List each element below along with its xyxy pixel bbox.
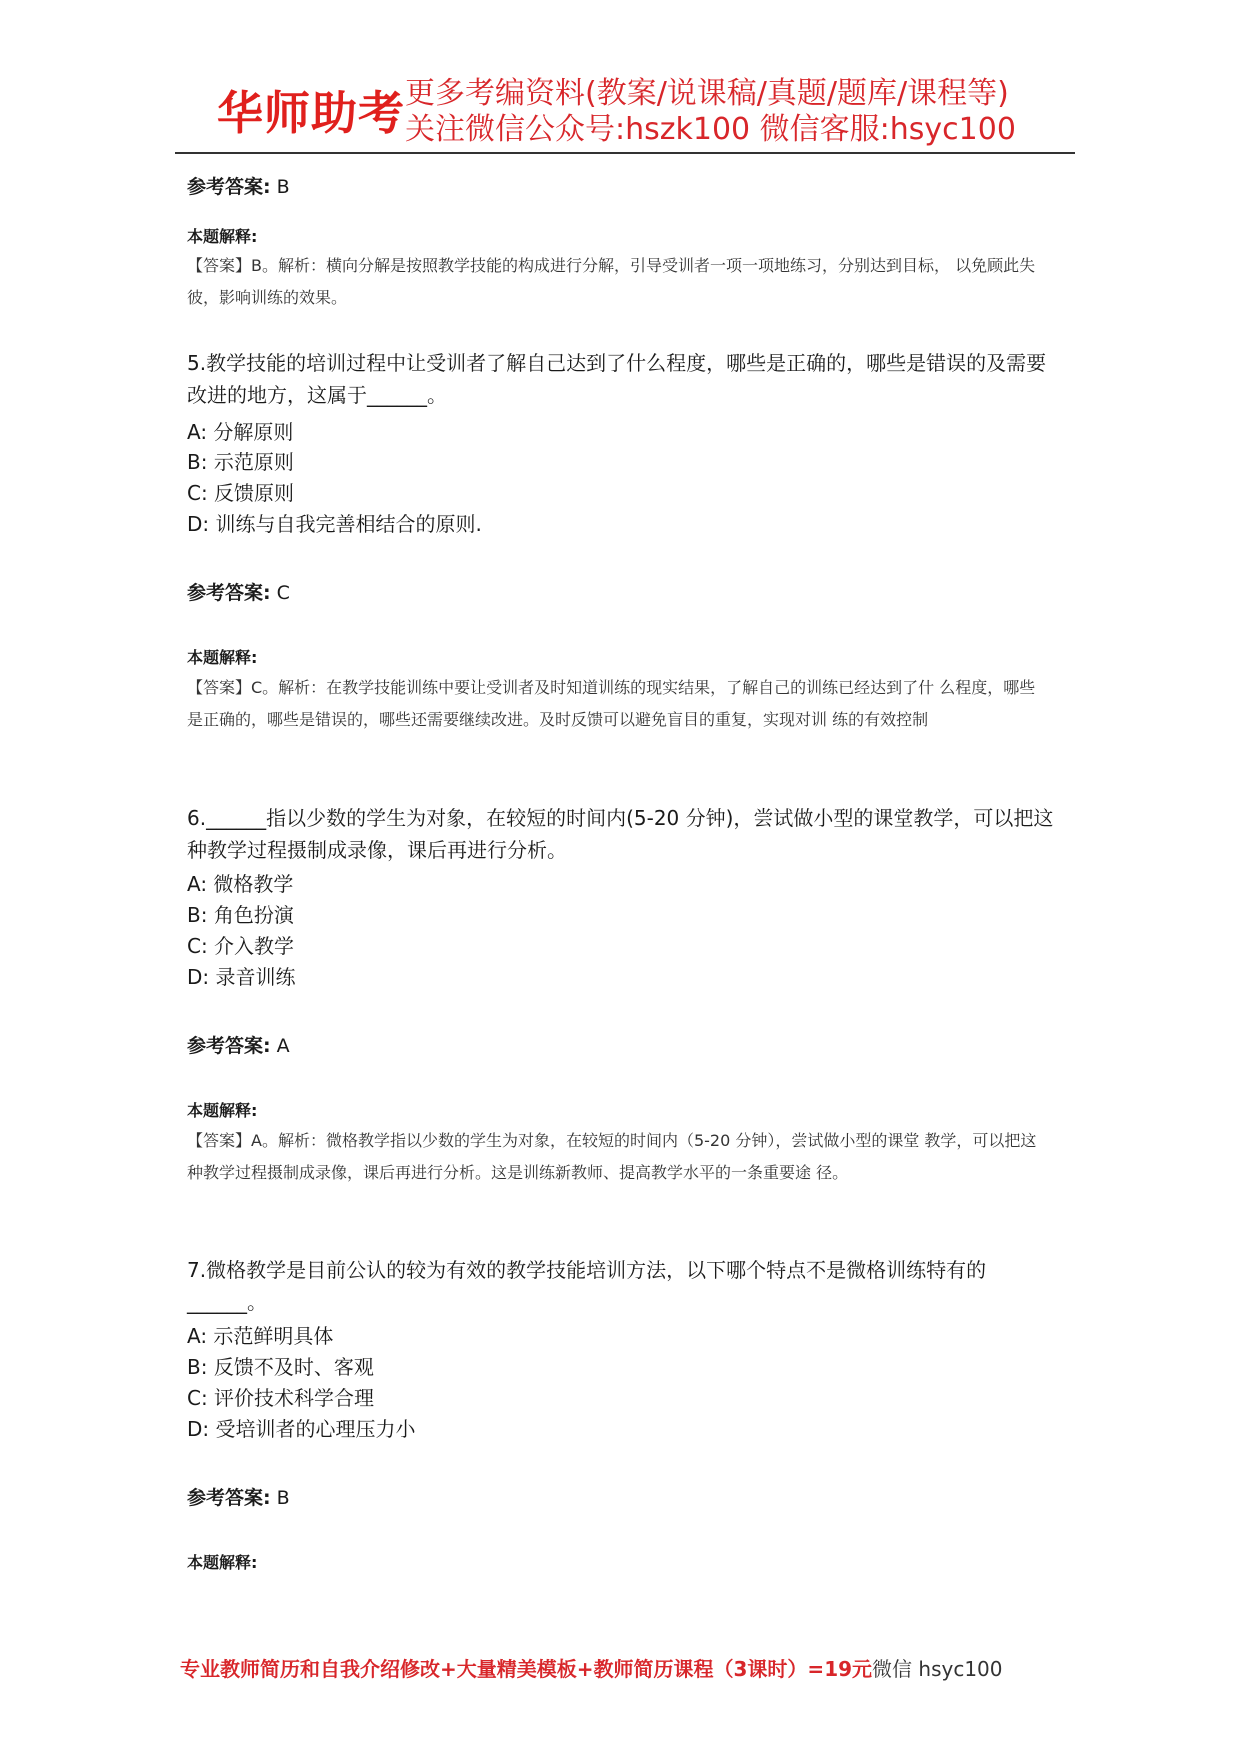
q5-option-b: B: 示范原则 <box>187 450 294 474</box>
q7-answer-value: B <box>276 1487 290 1509</box>
q5-explanation-heading: 本题解释: <box>187 648 258 667</box>
q4-explanation: 【答案】B。解析：横向分解是按照教学技能的构成进行分解，引导受训者一项一项地练习，分别达到目标， 以免顾此失彼，影响训练的效果。 <box>187 256 1036 307</box>
q6-answer-value: A <box>276 1035 290 1057</box>
footer-promo-text: 专业教师简历和自我介绍修改+大量精美模板+教师简历课程（3课时）=19元 <box>180 1657 873 1681</box>
q7-question: 7.微格教学是目前公认的较为有效的教学技能培训方法，以下哪个特点不是微格训练特有的______。 <box>187 1258 987 1314</box>
q5-explanation: 【答案】C。解析：在教学技能训练中要让受训者及时知道训练的现实结果，了解自己的训练已经达到了什 么程度，哪些是正确的，哪些是错误的，哪些还需要继续改进。及时反馈可以避免盲目的重复，实现对训 练的有效控制 <box>187 678 1036 729</box>
header-divider <box>175 152 1075 154</box>
header-banner <box>175 75 1075 150</box>
q5-option-c: C: 反馈原则 <box>187 481 295 505</box>
q4-explanation-heading: 本题解释: <box>187 227 258 246</box>
q6-option-b: B: 角色扮演 <box>187 903 294 927</box>
header-tagline-1: 更多考编资料(教案/说课稿/真题/题库/课程等) <box>405 76 1009 111</box>
q7-option-d: D: 受培训者的心理压力小 <box>187 1417 416 1441</box>
q6-question: 6.______指以少数的学生为对象，在较短的时间内(5-20 分钟)，尝试做小型的课堂教学，可以把这种教学过程摄制成录像，课后再进行分析。 <box>187 806 1054 862</box>
q4-answer-value: B <box>276 176 290 198</box>
q6-option-a: A: 微格教学 <box>187 872 294 896</box>
q6-option-c: C: 介入教学 <box>187 934 295 958</box>
footer-wechat: 微信 hsyc100 <box>872 1657 1003 1681</box>
header-tagline-2: 关注微信公众号:hszk100 微信客服:hsyc100 <box>405 112 1016 147</box>
q5-answer: 参考答案: C <box>187 582 290 604</box>
q5-question: 5.教学技能的培训过程中让受训者了解自己达到了什么程度，哪些是正确的，哪些是错误的及需要改进的地方，这属于______。 <box>187 351 1047 407</box>
q6-explanation: 【答案】A。解析：微格教学指以少数的学生为对象，在较短的时间内（5-20 分钟），尝试做小型的课堂 教学，可以把这种教学过程摄制成录像，课后再进行分析。这是训练新教师、提高教学水平的一条重要途 径。 <box>187 1131 1037 1182</box>
q5-answer-value: C <box>276 582 290 604</box>
q7-option-a: A: 示范鲜明具体 <box>187 1324 334 1348</box>
q6-answer: 参考答案: A <box>187 1035 290 1057</box>
q6-option-d: D: 录音训练 <box>187 965 296 989</box>
q5-option-a: A: 分解原则 <box>187 420 294 444</box>
q7-option-c: C: 评价技术科学合理 <box>187 1386 375 1410</box>
q7-explanation-heading: 本题解释: <box>187 1553 258 1572</box>
footer-promo <box>180 1653 1003 1682</box>
q7-answer: 参考答案: B <box>187 1487 290 1509</box>
q7-option-b: B: 反馈不及时、客观 <box>187 1355 374 1379</box>
q6-explanation-heading: 本题解释: <box>187 1101 258 1120</box>
q5-option-d: D: 训练与自我完善相结合的原则. <box>187 512 482 536</box>
q4-answer: 参考答案: B <box>187 176 290 198</box>
logo: 华师助考 <box>217 86 405 140</box>
